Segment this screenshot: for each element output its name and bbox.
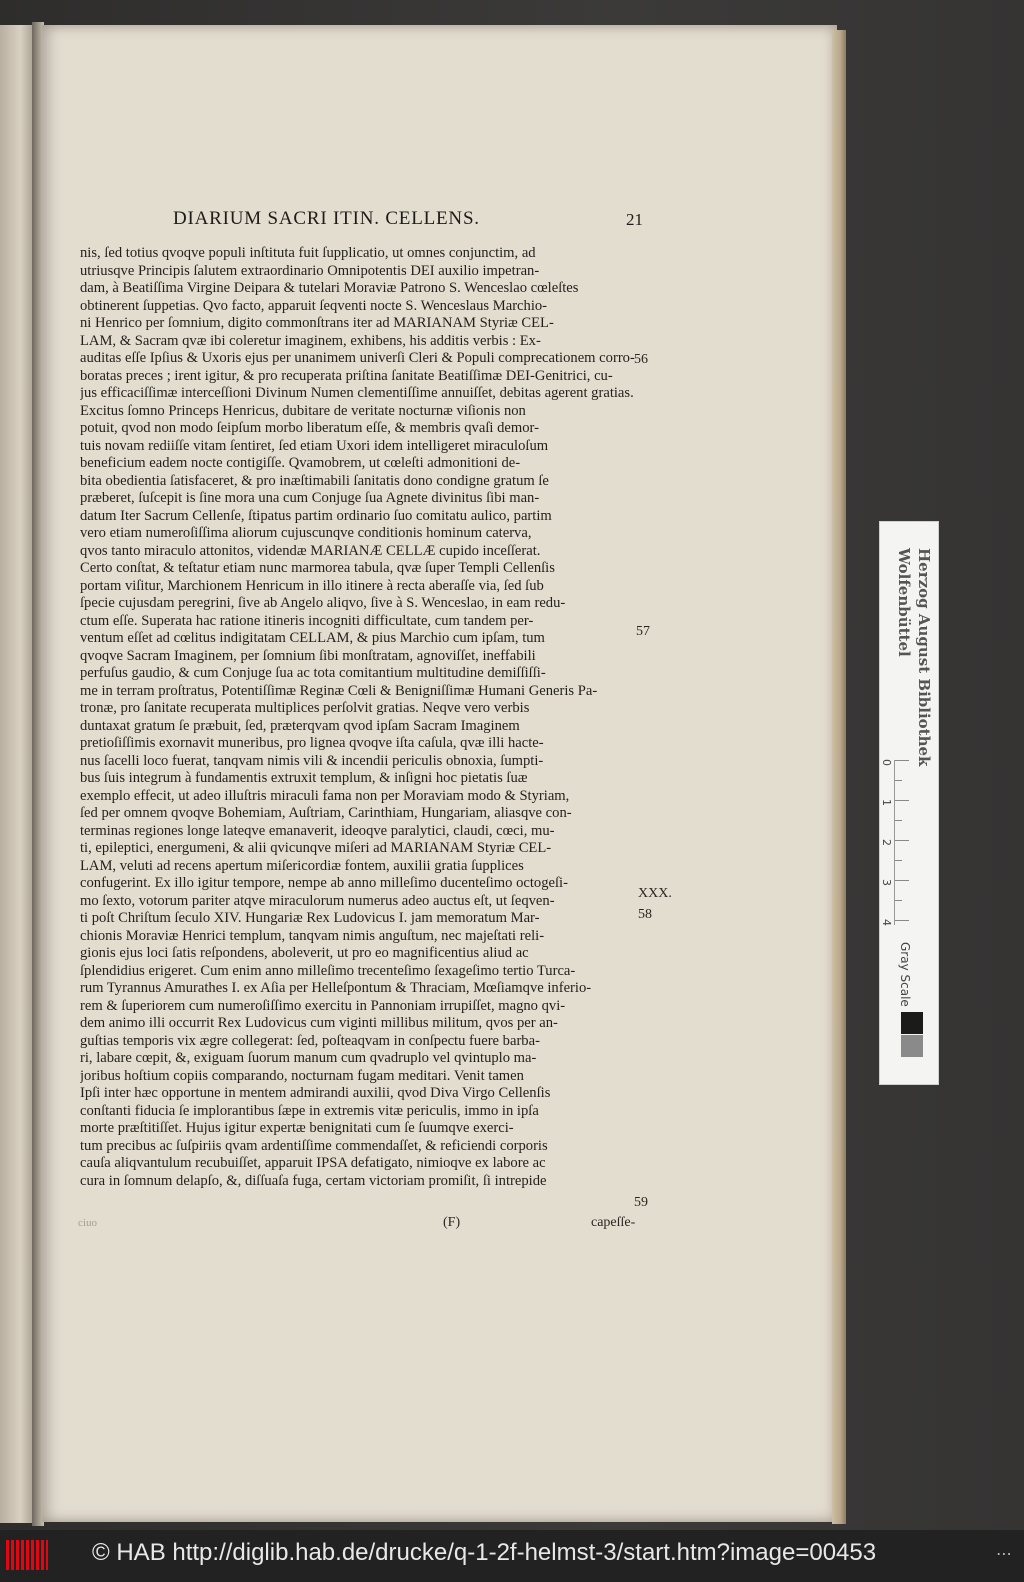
text-line: duntaxat gratum ſe præbuit, ſed, præterqvam qvod ipſam Sacram Imaginem (80, 717, 520, 734)
text-line: tum precibus ac ſuſpiriis qvam ardentiſſime commendaſſet, & reficiendi corporis (80, 1137, 548, 1154)
text-line: morte præſtitiſſet. Hujus igitur expertæ benignitati cum ſe ſuumqve exerci- (80, 1120, 514, 1136)
ruler-tick (895, 840, 909, 841)
text-line: beneficium eadem nocte contigiſſe. Qvamobrem, ut cœleſti admonitioni de- (80, 455, 521, 471)
text-line: Excitus ſomno Princeps Henricus, dubitare de veritate nocturnæ viſionis non (80, 402, 526, 419)
text-line: nus ſacelli loco fuerat, tanqvam nimis vili & incendii periculis obnoxia, ſumpti- (80, 752, 544, 769)
text-line: dam, à Beatiſſima Virgine Deipara & tutelari Moraviæ Patrono S. Wenceslao cœleſtes (80, 280, 579, 296)
running-head: DIARIUM SACRI ITIN. CELLENS. (173, 208, 480, 229)
text-line: obtinerent ſuppetias. Qvo facto, apparuit ſeqventi nocte S. Wenceslaus Marchio- (80, 297, 548, 314)
ruler-number: 4 (880, 919, 893, 926)
copyright-link[interactable]: © HAB http://diglib.hab.de/drucke/q-1-2f-helmst-3/start.htm?image=00453 (92, 1539, 877, 1566)
text-line: perfuſus gaudio, & cum Conjuge ſua ac tota comitantium multitudine demiſſiſſi- (80, 665, 546, 681)
ruler-tick (895, 800, 909, 801)
text-line: ſplendidius erigeret. Cum enim anno milleſimo trecenteſimo ſexageſimo tertio Turca- (80, 962, 576, 979)
page-fore-edge (832, 30, 846, 1524)
ruler-tick (895, 760, 909, 761)
ruler-scale (880, 759, 923, 926)
gray-swatch (901, 1035, 923, 1057)
text-line: cauſa aliqvantulum recubuiſſet, apparuit IPSA defatigato, nimioqve ex labore ac (80, 1155, 546, 1171)
facing-page-edge (0, 25, 34, 1523)
ruler-number: 2 (880, 839, 893, 846)
text-line: ventum eſſet ad cœlitus indigitatam CELLAM, & pius Marchio cum ipſam, tum (80, 630, 545, 646)
text-line: conſtanti fiducia ſe implorantibus ſæpe in extremis vitæ periculis, immo in ipſa (80, 1102, 539, 1119)
text-line: pretioſiſſimis exornavit muneribus, pro lignea qvoqve iſta caſula, qvæ illi hacte- (80, 735, 544, 751)
text-line: gionis ejus loci ſatis reſpondens, aboleverit, ut pro eo magnificentius aliud ac (80, 945, 529, 961)
ruler-number: 3 (880, 879, 893, 886)
ruler-tick (895, 860, 902, 861)
text-line: cura in ſomnum delapſo, &, diſſuaſa fuga, certam victoriam promiſit, ſi intrepide (80, 1172, 547, 1189)
body-text (80, 245, 640, 1190)
margin-note: XXX. (638, 886, 672, 901)
text-line: jus efficaciſſimæ interceſſioni Divinum Numen clementiſſime annuiſſet, debitas agerent gratias. (80, 385, 634, 401)
text-line: exemplo effecit, ut adeo illuſtris miraculi fama non per Moraviam modo & Styriam, (80, 787, 570, 804)
hab-logo-icon (6, 1540, 48, 1570)
text-line: ri, labare cœpit, &, exiguam ſuorum manum cum qvadruplo vel qvintuplo ma- (80, 1050, 537, 1066)
text-line: tronæ, pro ſanitate recuperata multiplices perſolvit gratias. Neqve vero verbis (80, 700, 530, 716)
text-line: rum Tyrannus Amurathes I. ex Aſia per Helleſpontum & Thraciam, Mœſiamqve inferio- (80, 980, 592, 996)
black-swatch (901, 1012, 923, 1034)
text-line: auditas eſſe Ipſius & Uxoris ejus per unanimem univerſi Cleri & Populi comprecationem corro- (80, 350, 635, 366)
text-line: ti poſt Chriſtum ſeculo XIV. Hungariæ Rex Ludovicus I. jam memoratum Mar- (80, 910, 540, 926)
footer-bar (0, 1530, 1024, 1582)
text-line: portam viſitur, Marchionem Henricum in illo itinere à recta aberaſſe via, ſed ſub (80, 577, 544, 594)
text-line: me in terram proſtratus, Potentiſſimæ Reginæ Cœli & Benigniſſimæ Humani Generis Pa- (80, 682, 598, 699)
ruler-number: 1 (880, 799, 893, 806)
ruler-tick (895, 920, 909, 921)
text-line: ti, epileptici, energumeni, & alii qvicunqve miſeri ad MARIANAM Styriæ CEL- (80, 840, 552, 856)
institution-line-2: Wolfenbüttel (895, 548, 913, 657)
text-line: Certo conſtat, & teſtatur etiam nunc marmorea tabula, qvæ ſuper Templi Cellenſis (80, 560, 555, 576)
ruler-tick (895, 880, 909, 881)
faint-mark: ciuo (78, 1217, 97, 1229)
text-line: utriusqve Principis ſalutem extraordinario Omnipotentis DEI auxilio impetran- (80, 262, 540, 279)
text-line: dem animo illi occurrit Rex Ludovicus cum viginti millibus militum, qvos per an- (80, 1015, 558, 1031)
text-line: potuit, qvod non modo ſeipſum morbo liberatum eſſe, & membris qvaſi demor- (80, 420, 539, 436)
more-icon[interactable]: ⋯ (996, 1544, 1012, 1563)
page-header (173, 208, 643, 238)
text-line: ſpecie cujusdam peregrini, ſive ab Angelo aliqvo, ſive à S. Wenceslao, in eam redu- (80, 595, 566, 611)
text-line: ſed per omnem qvoqve Bohemiam, Auſtriam, Carinthiam, Hungariam, aliasqve con- (80, 805, 572, 821)
text-line: vero etiam numeroſiſſima aliorum cujuscunqve conditionis hominum caterva, (80, 525, 532, 541)
catchword: capeſſe- (591, 1215, 636, 1230)
text-line: terminas regiones longe lateqve emanaverit, ideoqve paralytici, claudi, cœci, mu- (80, 822, 555, 839)
ruler-number: 0 (880, 759, 893, 766)
text-line: qvos tanto miraculo attonitos, videndæ MARIANÆ CELLÆ cupido inceſſerat. (80, 542, 541, 559)
ruler-tick (895, 780, 902, 781)
text-line: confugerint. Ex illo igitur tempore, nempe ab anno milleſimo ducenteſimo octogeſi- (80, 875, 568, 891)
text-line: datum Iter Sacrum Cellenſe, ſtipatus partim ordinario ſuo comitatu aulico, partim (80, 507, 552, 524)
text-line: bus ſuis integrum à fundamentis extruxit templum, & inſigni hoc pietatis ſuæ (80, 770, 528, 786)
text-line: LAM, veluti ad recens apertum miſericordiæ fontem, auxilii gratia ſupplices (80, 857, 524, 874)
text-line: boratas preces ; irent igitur, & pro recuperata priſtina ſanitate Beatiſſimæ DEI-Genitrici, cu- (80, 367, 613, 384)
text-line: chionis Moraviæ Henrici templum, tanqvam nimis anguſtum, nec majeſtati reli- (80, 927, 545, 944)
text-line: guſtias temporis vix ægre collegerat: ſed, poſteaqvam in conſpectu fuere barba- (80, 1032, 540, 1049)
text-line: ctum eſſe. Superata hac ratione itineris incogniti difficultate, cum tandem per- (80, 612, 534, 629)
margin-note: 56 (634, 352, 648, 367)
ruler-tick (895, 900, 902, 901)
margin-note: 58 (638, 907, 652, 922)
text-line: ni Henrico per ſomnium, digito commonſtrans iter ad MARIANAM Styriæ CEL- (80, 315, 554, 331)
ruler-tick (895, 820, 902, 821)
page-number: 21 (626, 210, 643, 229)
text-line: Ipſi inter hæc opportune in mentem admirandi auxilii, qvod Diva Virgo Cellenſis (80, 1085, 551, 1101)
text-line: mo ſexto, votorum pariter atqve miraculorum numerus adeo auctus eſt, ut ſeqven- (80, 892, 555, 909)
text-line: tuis novam rediiſſe vitam ſentiret, ſed etiam Uxori idem intelligeret miraculoſum (80, 437, 549, 454)
text-line: rem & ſuperiorem cum numeroſiſſimo exercitu in Pannoniam irrupiſſet, magno qvi- (80, 997, 566, 1014)
color-calibration-card (879, 521, 939, 1085)
text-line: præberet, ſuſcepit is ſine mora una cum Conjuge ſua Agnete divinitus ſibi man- (80, 490, 540, 506)
text-line: qvoqve Sacram Imaginem, per ſomnium ſibi monſtratam, agnoviſſet, ineffabili (80, 647, 536, 664)
margin-note: 59 (634, 1195, 648, 1210)
signature-mark: (F) (443, 1215, 461, 1230)
margin-note: 57 (636, 624, 650, 639)
gray-scale-label: Gray Scale (898, 942, 912, 1007)
text-line: bita obedientia ſatisfaceret, & pro inæſtimabili ſanitatis dono condigne gratum ſe (80, 472, 549, 489)
text-line: LAM, & Sacram qvæ ibi coleretur imaginem, exhibens, his additis verbis : Ex- (80, 332, 541, 349)
text-line: nis, ſed totius qvoqve populi inſtituta fuit ſupplicatio, ut omnes conjunctim, ad (80, 245, 536, 261)
text-line: joribus hoſtium copiis comparando, nocturnam fugam meditari. Venit tamen (80, 1067, 524, 1084)
institution-line-1: Herzog August Bibliothek (915, 548, 933, 767)
